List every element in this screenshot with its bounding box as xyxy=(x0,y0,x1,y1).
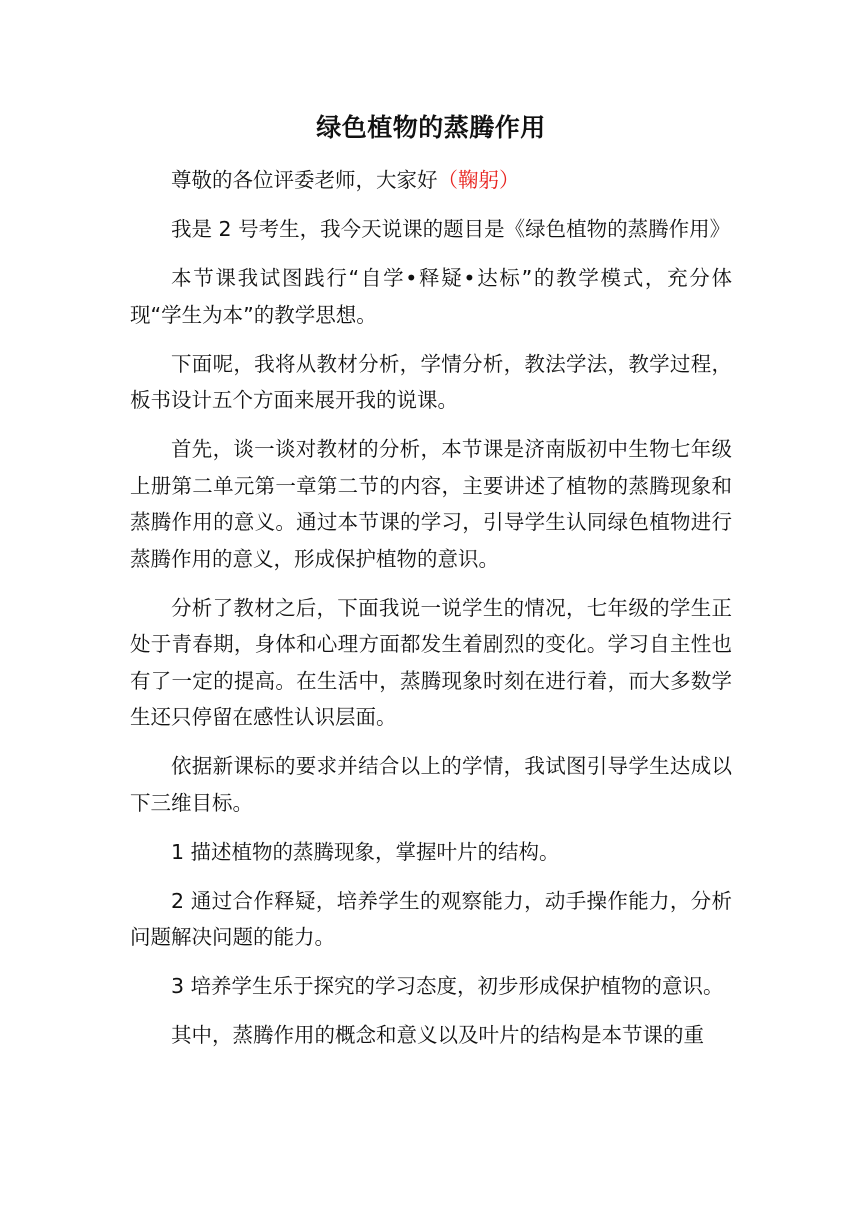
paragraph: 其中，蒸腾作用的概念和意义以及叶片的结构是本节课的重 xyxy=(171,1023,704,1047)
greeting-note: （鞠躬） xyxy=(437,168,520,192)
paragraph: 下面呢，我将从教材分析，学情分析，教法学法，教学过程，板书设计五个方面来展开我的说课。 xyxy=(130,351,732,412)
paragraph: 首先，谈一谈对教材的分析，本节课是济南版初中生物七年级上册第二单元第一章第二节的内容，主要讲述了植物的蒸腾现象和蒸腾作用的意义。通过本节课的学习，引导学生认同绿色植物进行蒸腾作用的意义，形成保护植物的意识。 xyxy=(130,437,732,571)
paragraph: 依据新课标的要求并结合以上的学情，我试图引导学生达成以下三维目标。 xyxy=(130,754,732,815)
paragraph: 分析了教材之后，下面我说一说学生的情况，七年级的学生正处于青春期，身体和心理方面都发生着剧烈的变化。学习自主性也有了一定的提高。在生活中，蒸腾现象时刻在进行着，而大多数学生还只停留在感性认识层面。 xyxy=(130,595,732,729)
paragraph: 我是 2 号考生，我今天说课的题目是《绿色植物的蒸腾作用》 xyxy=(171,217,731,241)
document-title: 绿色植物的蒸腾作用 xyxy=(316,113,546,142)
greeting-text: 尊敬的各位评委老师，大家好 xyxy=(171,168,438,192)
greeting-paragraph xyxy=(130,162,732,199)
document-page xyxy=(130,108,732,1066)
paragraph: 本节课我试图践行“自学•释疑•达标”的教学模式，充分体现“学生为本”的教学思想。 xyxy=(130,266,732,327)
objective-item: 2 通过合作释疑，培养学生的观察能力，动手操作能力，分析问题解决问题的能力。 xyxy=(130,888,732,949)
objective-item: 1 描述植物的蒸腾现象，掌握叶片的结构。 xyxy=(171,839,560,864)
objective-item: 3 培养学生乐于探究的学习态度，初步形成保护植物的意识。 xyxy=(171,974,724,998)
